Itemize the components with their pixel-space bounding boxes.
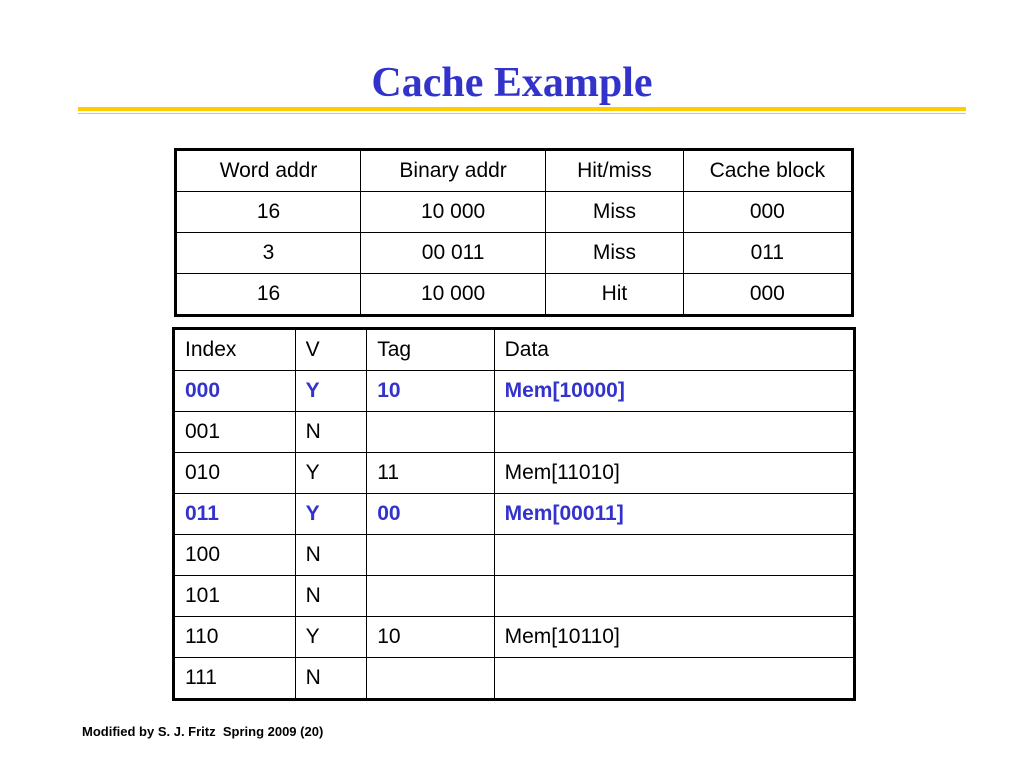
table-row — [176, 233, 853, 274]
data-cell: Mem[10110] — [494, 617, 854, 658]
title-underline-thin — [78, 113, 966, 114]
cache-block-cell: 000 — [683, 274, 852, 316]
header-data: Data — [494, 329, 854, 371]
table-row — [174, 412, 855, 453]
table-row — [174, 453, 855, 494]
cache-header-row — [174, 329, 855, 371]
tag-cell: 11 — [367, 453, 494, 494]
word-addr-cell: 16 — [176, 274, 361, 316]
data-cell — [494, 658, 854, 700]
index-cell: 001 — [174, 412, 296, 453]
index-cell: 111 — [174, 658, 296, 700]
hit-miss-cell: Hit — [546, 274, 684, 316]
slide-footer: Modified by S. J. Fritz Spring 2009 (20) — [82, 724, 324, 739]
index-cell: 010 — [174, 453, 296, 494]
data-cell: Mem[11010] — [494, 453, 854, 494]
header-tag: Tag — [367, 329, 494, 371]
header-index: Index — [174, 329, 296, 371]
binary-addr-cell: 00 011 — [361, 233, 546, 274]
valid-cell: Y — [295, 617, 367, 658]
table-row — [174, 617, 855, 658]
data-cell: Mem[10000] — [494, 371, 854, 412]
valid-cell: Y — [295, 371, 367, 412]
data-cell — [494, 412, 854, 453]
word-addr-cell: 3 — [176, 233, 361, 274]
index-cell: 110 — [174, 617, 296, 658]
header-valid: V — [295, 329, 367, 371]
index-cell: 000 — [174, 371, 296, 412]
index-cell: 100 — [174, 535, 296, 576]
cache-contents-table — [172, 327, 856, 701]
table-row — [174, 658, 855, 700]
tag-cell: 10 — [367, 617, 494, 658]
hit-miss-cell: Miss — [546, 233, 684, 274]
tag-cell — [367, 535, 494, 576]
table-row — [174, 494, 855, 535]
tag-cell — [367, 412, 494, 453]
valid-cell: Y — [295, 453, 367, 494]
tag-cell: 00 — [367, 494, 494, 535]
table-row — [174, 576, 855, 617]
valid-cell: N — [295, 535, 367, 576]
table-row — [176, 274, 853, 316]
header-word-addr: Word addr — [176, 150, 361, 192]
table-row — [174, 371, 855, 412]
tag-cell — [367, 658, 494, 700]
binary-addr-cell: 10 000 — [361, 192, 546, 233]
binary-addr-cell: 10 000 — [361, 274, 546, 316]
access-header-row — [176, 150, 853, 192]
header-hit-miss: Hit/miss — [546, 150, 684, 192]
data-cell — [494, 576, 854, 617]
valid-cell: N — [295, 576, 367, 617]
table-row — [174, 535, 855, 576]
valid-cell: N — [295, 658, 367, 700]
header-binary-addr: Binary addr — [361, 150, 546, 192]
index-cell: 101 — [174, 576, 296, 617]
valid-cell: N — [295, 412, 367, 453]
hit-miss-cell: Miss — [546, 192, 684, 233]
tag-cell — [367, 576, 494, 617]
address-access-table — [174, 148, 854, 317]
word-addr-cell: 16 — [176, 192, 361, 233]
data-cell — [494, 535, 854, 576]
tag-cell: 10 — [367, 371, 494, 412]
slide-title: Cache Example — [371, 60, 653, 106]
title-underline — [78, 107, 966, 111]
index-cell: 011 — [174, 494, 296, 535]
cache-block-cell: 011 — [683, 233, 852, 274]
data-cell: Mem[00011] — [494, 494, 854, 535]
valid-cell: Y — [295, 494, 367, 535]
header-cache-block: Cache block — [683, 150, 852, 192]
cache-block-cell: 000 — [683, 192, 852, 233]
table-row — [176, 192, 853, 233]
